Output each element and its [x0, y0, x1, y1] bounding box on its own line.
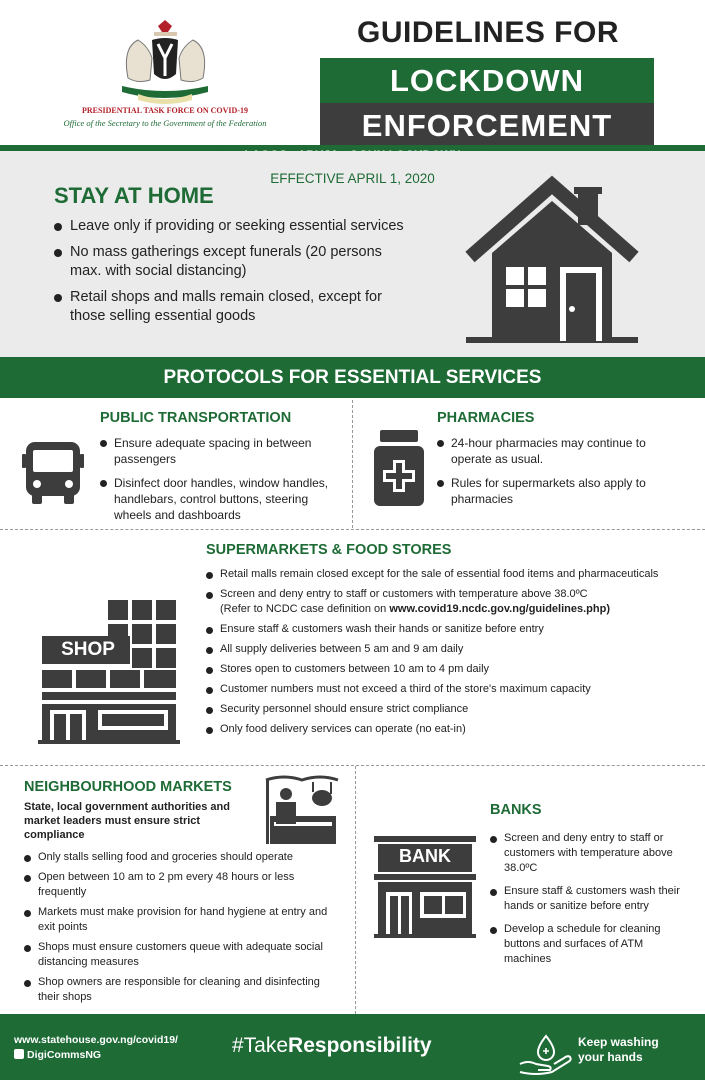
markets-title: NEIGHBOURHOOD MARKETS — [24, 779, 232, 795]
supermarkets-list — [206, 567, 666, 737]
list-item: Shops must ensure customers queue with adequate social distancing measures — [24, 940, 344, 970]
stay-at-home-section — [0, 151, 705, 357]
hashtag-bold: Responsibility — [288, 1034, 432, 1057]
markets-list — [24, 850, 344, 1005]
protocols-banner: PROTOCOLS FOR ESSENTIAL SERVICES — [0, 357, 705, 398]
twitter-icon — [14, 1049, 24, 1059]
list-item: No mass gatherings except funerals (20 persons max. with social distancing) — [54, 243, 414, 281]
wash-hands-text: Keep washing your hands — [578, 1035, 659, 1064]
list-item: 24-hour pharmacies may continue to operate as usual. — [437, 435, 682, 467]
section-divider — [355, 766, 356, 1014]
office-name: Office of the Secretary to the Government of the Federation — [63, 118, 267, 128]
task-force-name: PRESIDENTIAL TASK FORCE ON COVID-19 — [82, 106, 248, 115]
list-item: Retail shops and malls remain closed, except for those selling essential goods — [54, 288, 414, 326]
list-item: Rules for supermarkets also apply to pharmacies — [437, 475, 682, 507]
list-item: Shop owners are responsible for cleaning and disinfecting their shops — [24, 975, 344, 1005]
handwash-icon — [518, 1034, 574, 1076]
public-transport-list — [100, 435, 340, 523]
section-divider — [0, 765, 705, 766]
list-item: Ensure staff & customers wash their hands or sanitize before entry — [490, 884, 690, 914]
list-item: Security personnel should ensure strict compliance — [206, 702, 666, 717]
website-link[interactable]: www.statehouse.gov.ng/covid19/ — [14, 1034, 178, 1046]
stay-at-home-list — [54, 217, 414, 333]
bus-icon — [22, 440, 84, 504]
supermarkets-title: SUPERMARKETS & FOOD STORES — [206, 542, 452, 558]
ncdc-prefix: (Refer to NCDC case definition on — [220, 603, 390, 615]
social-handle[interactable] — [14, 1049, 101, 1061]
stay-at-home-title: STAY AT HOME — [54, 183, 214, 208]
list-item: Stores open to customers between 10 am to 4 pm daily — [206, 662, 666, 677]
list-item: Only stalls selling food and groceries should operate — [24, 850, 344, 865]
list-item: All supply deliveries between 5 am and 9 am daily — [206, 642, 666, 657]
section-divider — [352, 400, 353, 528]
title-line-1: GUIDELINES FOR — [356, 16, 619, 49]
list-item: Markets must make provision for hand hygiene at entry and exit points — [24, 905, 344, 935]
markets-subtitle: State, local government authorities and market leaders must ensure strict compliance — [24, 801, 230, 841]
list-item: Retail malls remain closed except for the sale of essential food items and pharmaceuticals — [206, 567, 666, 582]
list-item: Disinfect door handles, window handles, handlebars, control buttons, steering wheels and dashboards — [100, 475, 340, 523]
title-line-2: LOCKDOWN — [320, 58, 654, 103]
title-line-3: ENFORCEMENT — [320, 103, 654, 148]
public-transport-title: PUBLIC TRANSPORTATION — [100, 410, 292, 426]
shop-building-icon — [38, 600, 180, 744]
effective-date: EFFECTIVE APRIL 1, 2020 — [270, 171, 435, 186]
banks-list — [490, 831, 690, 967]
list-item-text: Screen and deny entry to staff or customers with temperature above 38.0ºC — [220, 588, 588, 600]
medicine-bottle-icon — [372, 430, 426, 508]
list-item: Open between 10 am to 2 pm every 48 hours or less frequently — [24, 870, 344, 900]
coat-of-arms-icon — [108, 18, 223, 108]
list-item: Only food delivery services can operate (no eat-in) — [206, 722, 666, 737]
list-item: Ensure staff & customers wash their hands or sanitize before entry — [206, 622, 666, 637]
hashtag — [232, 1034, 432, 1058]
hashtag-prefix: #Take — [232, 1034, 289, 1057]
banks-title: BANKS — [490, 802, 542, 818]
pharmacies-title: PHARMACIES — [437, 410, 535, 426]
pharmacies-list — [437, 435, 682, 507]
list-item: Customer numbers must not exceed a third of the store's maximum capacity — [206, 682, 666, 697]
header — [0, 0, 705, 148]
handle-text: DigiCommsNG — [27, 1049, 102, 1061]
shop-label: SHOP — [61, 639, 115, 660]
market-stall-icon — [264, 772, 340, 844]
bank-label: BANK — [399, 846, 451, 866]
list-item: Screen and deny entry to staff or customers with temperature above 38.0ºC — [490, 831, 690, 876]
list-item: Leave only if providing or seeking essential services — [54, 217, 414, 236]
footer — [0, 1014, 705, 1080]
list-item: Ensure adequate spacing in between passengers — [100, 435, 340, 467]
house-icon — [462, 171, 642, 343]
section-divider — [0, 529, 705, 530]
list-item — [206, 587, 666, 617]
list-item: Develop a schedule for cleaning buttons and surfaces of ATM machines — [490, 922, 690, 967]
ncdc-link[interactable]: www.covid19.ncdc.gov.ng/guidelines.php) — [389, 603, 610, 615]
